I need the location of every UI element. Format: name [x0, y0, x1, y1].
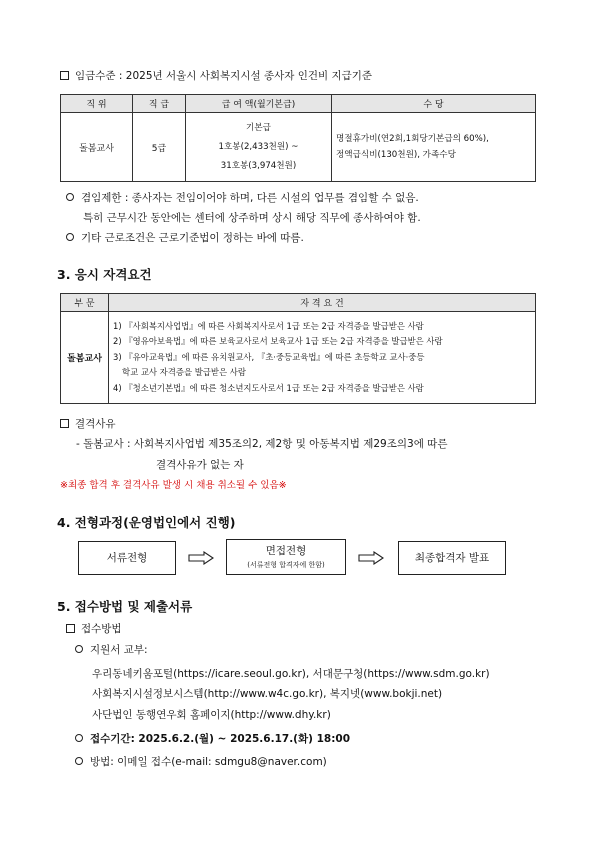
- disqualification-heading: 결격사유: [60, 419, 116, 430]
- allowance-line-1: 명절휴가비(연2회,1회당기본급의 60%),: [336, 134, 489, 144]
- application-method-heading: 접수방법: [66, 624, 122, 635]
- circle-bullet-icon: [75, 645, 83, 653]
- salary-max: 31호봉(3,974천원): [220, 160, 297, 171]
- note-concurrent: 겸임제한 : 종사자는 전임이어야 하며, 다른 시설의 업무를 겸임할 수 없음.: [66, 193, 419, 204]
- qual-requirements: [109, 312, 536, 404]
- wage-header-grade: 직 급: [133, 95, 186, 113]
- salary-min: 1호봉(2,433천원) ~: [218, 141, 299, 152]
- application-method: 방법: 이메일 접수(e-mail: sdmgu8@naver.com): [75, 757, 327, 768]
- source-line-1: 우리동네키움포털(https://icare.seoul.go.kr), 서대문구청(https://www.sdm.go.kr): [92, 668, 490, 680]
- wage-position: 돌봄교사: [61, 113, 133, 182]
- note-resident: 특히 근무시간 동안에는 센터에 상주하며 상시 해당 직무에 종사하여야 함.: [83, 212, 421, 224]
- req-3b: 학교 교사 자격증을 발급받은 사람: [122, 367, 246, 378]
- wage-label: 임금수준 : 2025년 서울시 사회복지시설 종사자 인건비 지급기준: [75, 70, 373, 82]
- square-bullet-icon: [60, 71, 69, 80]
- req-2: 2) 『영유아보육법』에 따른 보육교사로서 보육교사 1급 또는 2급 자격증을 발급받은 사람: [113, 336, 443, 347]
- application-form-distribution: 지원서 교부:: [75, 645, 148, 656]
- circle-bullet-icon: [66, 233, 74, 241]
- req-4: 4) 『청소년기본법』에 따른 청소년지도사로서 1급 또는 2급 자격증을 발급받은 사람: [113, 382, 424, 393]
- section5-title: 5. 접수방법 및 제출서류: [57, 599, 193, 614]
- cancellation-warning: ※최종 합격 후 결격사유 발생 시 채용 취소될 수 있음※: [60, 480, 287, 491]
- allowance-line-2: 정액급식비(130천원), 가족수당: [336, 150, 456, 160]
- wage-table: [60, 94, 536, 182]
- section3-title: 3. 응시 자격요건: [57, 267, 152, 282]
- wage-grade: 5급: [133, 113, 186, 182]
- wage-allowance: [332, 113, 536, 182]
- square-bullet-icon: [60, 419, 69, 428]
- step-document-screening: 서류전형: [78, 541, 176, 575]
- square-bullet-icon: [66, 624, 75, 633]
- circle-bullet-icon: [66, 193, 74, 201]
- req-1: 1) 『사회복지사업법』에 따른 사회복지사로서 1급 또는 2급 자격증을 발급받은 사람: [113, 320, 424, 331]
- salary-base-label: 기본급: [246, 122, 271, 133]
- wage-header-salary: 급 여 액(월기본급): [186, 95, 332, 113]
- section4-title: 4. 전형과정(운영법인에서 진행): [57, 515, 236, 530]
- source-line-2: 사회복지시설정보시스템(http://www.w4c.go.kr), 복지넷(www.bokji.net): [92, 688, 443, 700]
- qual-header-requirements: 자 격 요 건: [109, 294, 536, 312]
- arrow-right-icon: [358, 551, 384, 565]
- note-other: 기타 근로조건은 근로기준법이 정하는 바에 따름.: [66, 233, 304, 244]
- wage-heading: [60, 71, 372, 82]
- step-interview-note: (서류전형 합격자에 한함): [247, 561, 325, 569]
- step-interview: [226, 539, 346, 575]
- wage-header-allowance: 수 당: [332, 95, 536, 113]
- qual-header-category: 부 문: [61, 294, 109, 312]
- qualification-table: [60, 293, 536, 404]
- circle-bullet-icon: [75, 757, 83, 765]
- qual-category: 돌봄교사: [61, 312, 109, 404]
- source-line-3: 사단법인 동행연우회 홈페이지(http://www.dhy.kr): [92, 709, 331, 721]
- application-period: 접수기간: 2025.6.2.(월) ~ 2025.6.17.(화) 18:00: [75, 734, 350, 745]
- disqualification-line-1: - 돌봄교사 : 사회복지사업법 제35조의2, 제2항 및 아동복지법 제29조의3에 따른: [76, 438, 448, 450]
- step-final-announcement: 최종합격자 발표: [398, 541, 506, 575]
- step-interview-label: 면접전형: [265, 545, 307, 557]
- circle-bullet-icon: [75, 734, 83, 742]
- req-3a: 3) 『유아교육법』에 따른 유치원교사, 『초·중등교육법』에 따른 초등학교 교사·중등: [113, 351, 425, 362]
- disqualification-line-2: 결격사유가 없는 자: [156, 459, 244, 471]
- wage-header-position: 직 위: [61, 95, 133, 113]
- arrow-right-icon: [188, 551, 214, 565]
- wage-salary: [186, 113, 332, 182]
